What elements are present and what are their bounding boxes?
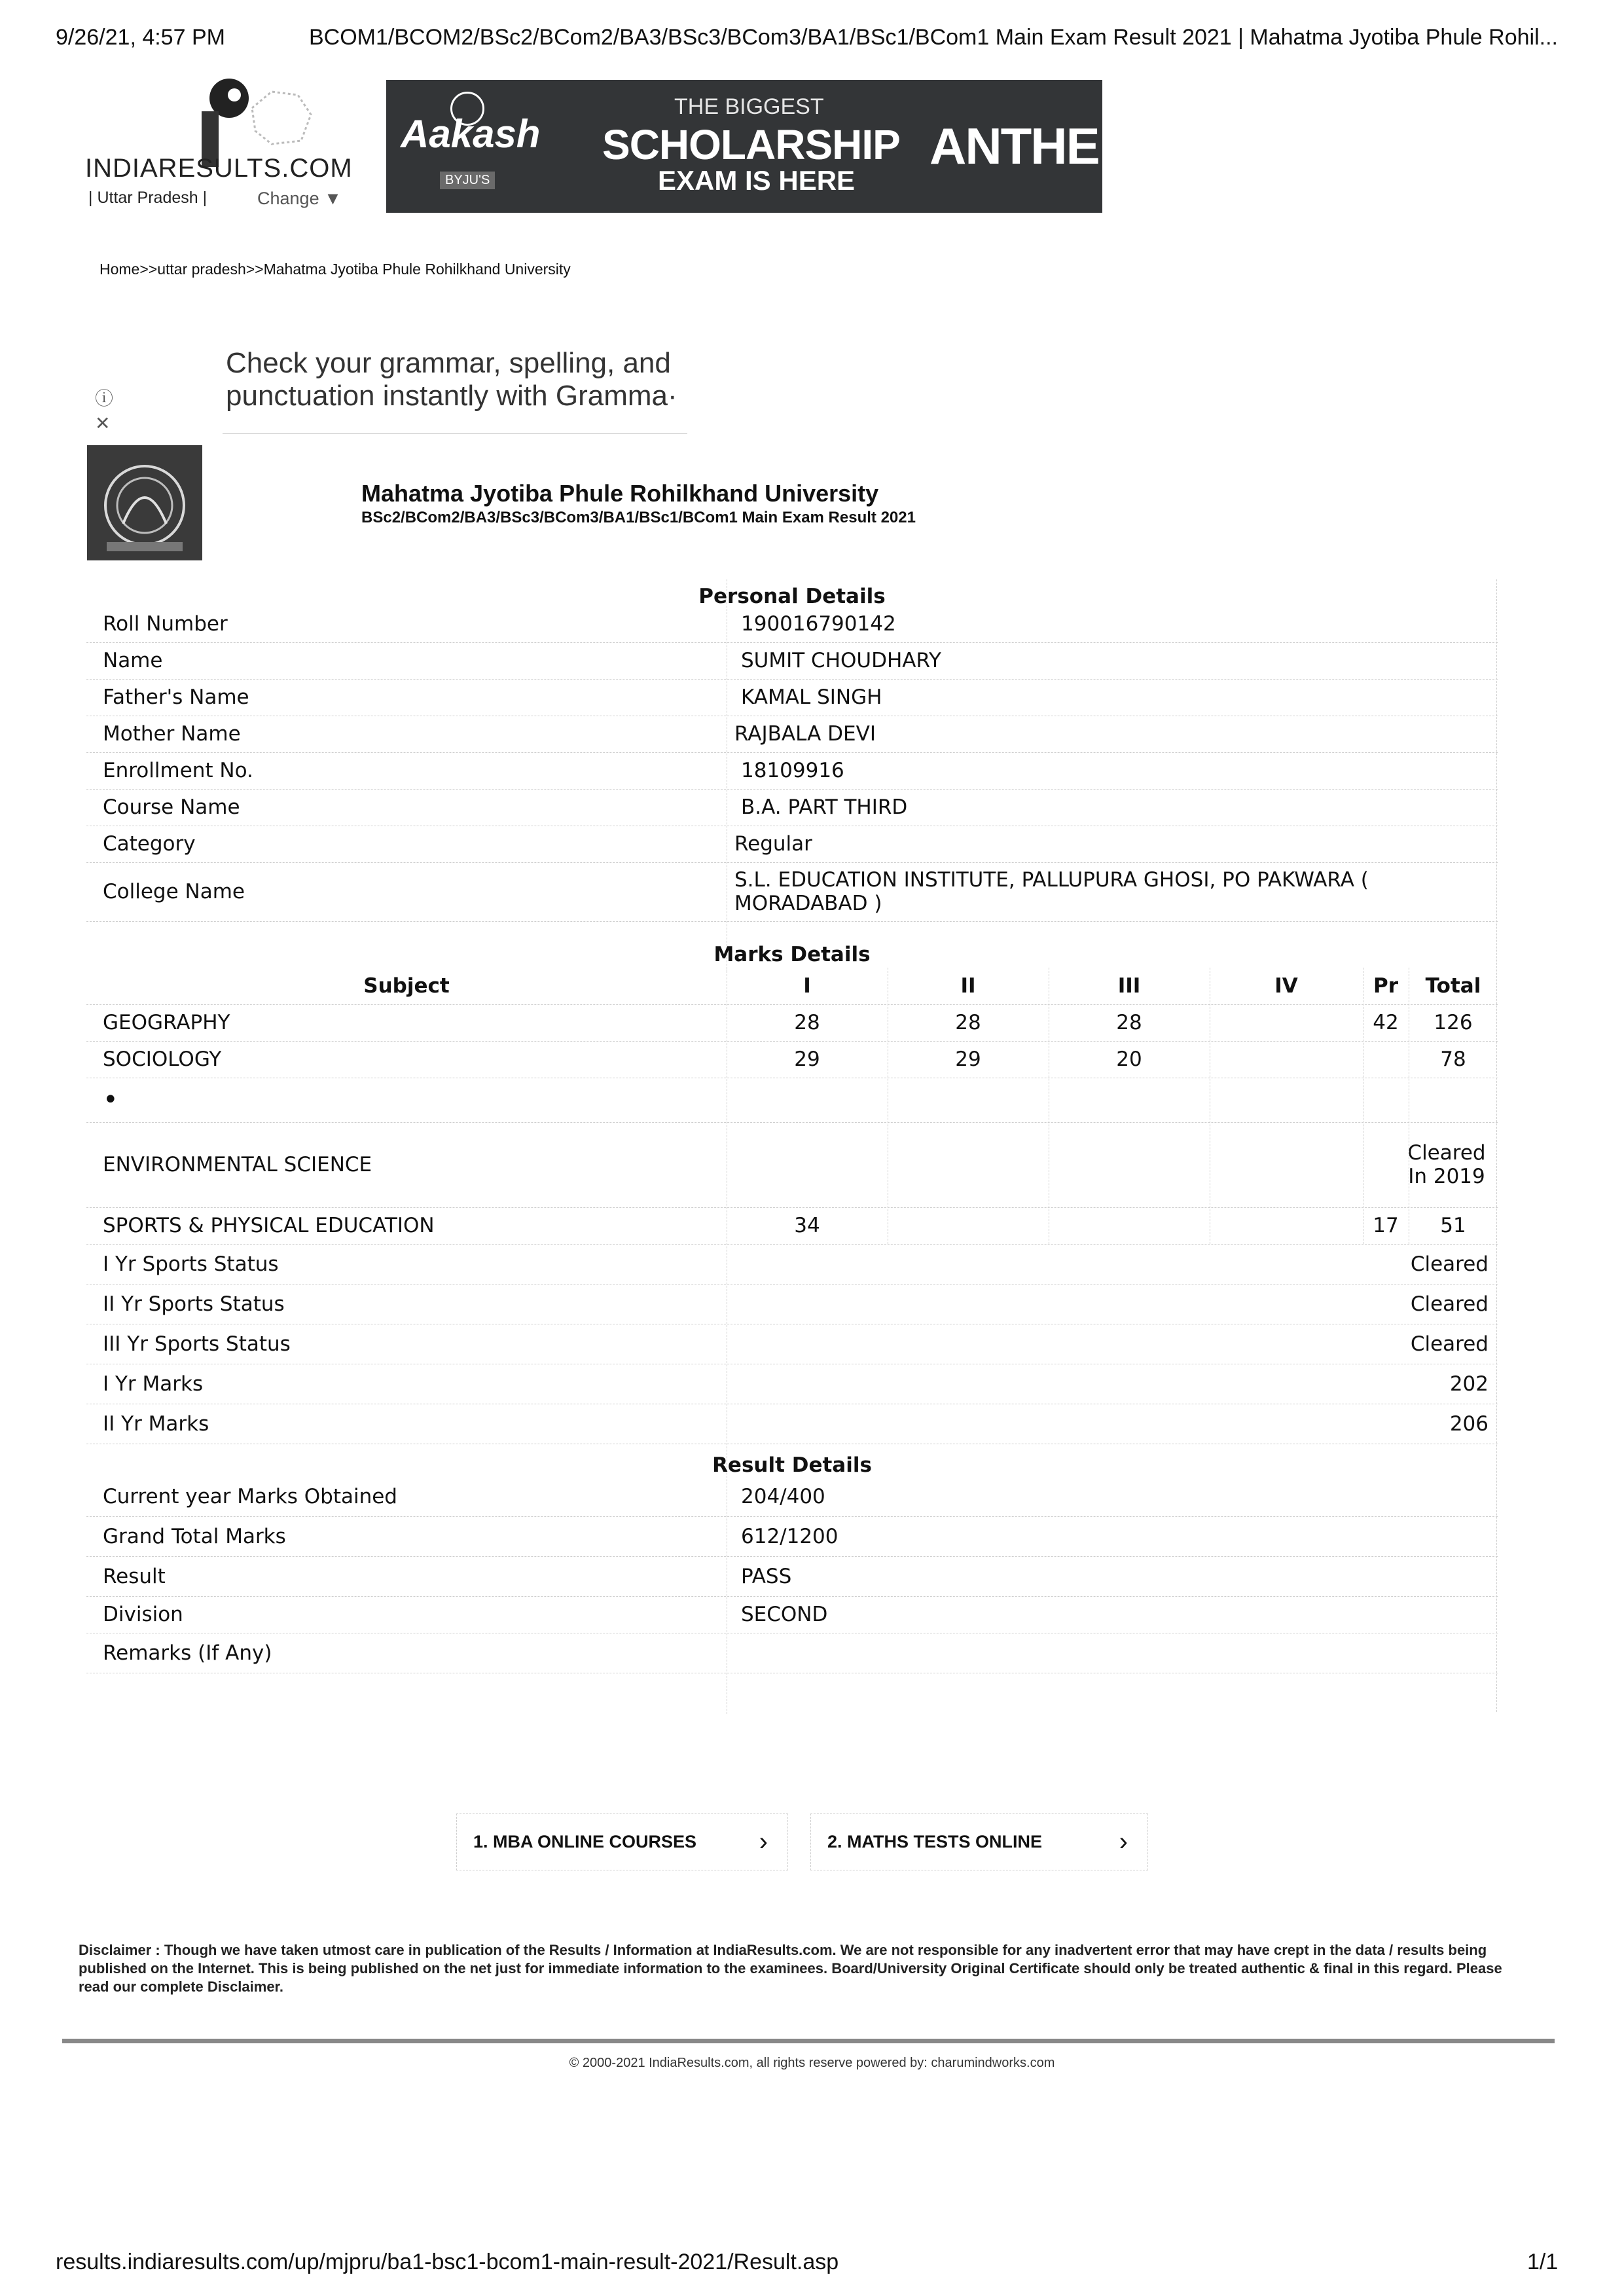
result-value: PASS bbox=[741, 1564, 792, 1588]
col-total: Total bbox=[1425, 974, 1481, 998]
chevron-right-icon: › bbox=[759, 1827, 768, 1856]
paper-1-marks bbox=[727, 1078, 888, 1122]
marks-row bbox=[86, 1078, 1498, 1123]
banner-line-4: ANTHE 2 bbox=[929, 117, 1139, 175]
column-divider bbox=[1409, 968, 1410, 1244]
status-label: II Yr Marks bbox=[103, 1412, 209, 1436]
subject-name: SOCIOLOGY bbox=[103, 1048, 222, 1071]
detail-value: 190016790142 bbox=[741, 612, 896, 636]
status-label: II Yr Sports Status bbox=[103, 1292, 285, 1316]
detail-row bbox=[86, 679, 1498, 716]
detail-value: RAJBALA DEVI bbox=[734, 722, 876, 746]
detail-row bbox=[86, 716, 1498, 753]
footer-divider bbox=[62, 2039, 1555, 2043]
chevron-right-icon: › bbox=[1119, 1827, 1128, 1856]
status-value: Cleared bbox=[1410, 1292, 1489, 1316]
print-datetime: 9/26/21, 4:57 PM bbox=[56, 25, 225, 50]
text-ad[interactable]: Check your grammar, spelling, and punctuation instantly with Gramma· bbox=[226, 347, 677, 412]
paper-1-marks: 28 bbox=[794, 1011, 820, 1034]
total-marks: Cleared In 2019 bbox=[1407, 1141, 1486, 1188]
detail-row bbox=[86, 826, 1498, 863]
total-marks bbox=[1409, 1078, 1498, 1122]
col-practical: Pr bbox=[1373, 974, 1398, 998]
detail-row bbox=[86, 789, 1498, 826]
result-label: Current year Marks Obtained bbox=[103, 1484, 397, 1508]
paper-3-marks bbox=[1049, 1207, 1210, 1244]
result-details-heading: Result Details bbox=[712, 1453, 872, 1477]
paper-3-marks: 28 bbox=[1116, 1011, 1142, 1034]
disclaimer-text: Disclaimer : Though we have taken utmost care in publication of the Results / Information at IndiaResults.com. We are not responsible for any inadvertent error that may have crept in the data / results being published on the Internet. This is being published on the net just for immediate information to the examinees. Board/University Original Certificate should only be treated authentic & final in this regard. Please read our complete Disclaimer. bbox=[79, 1942, 1502, 1995]
link-label: 1. MBA ONLINE COURSES bbox=[473, 1832, 697, 1851]
detail-value: 18109916 bbox=[741, 759, 844, 782]
banner-brand-sub: BYJU'S bbox=[440, 172, 495, 189]
banner-line-1: THE BIGGEST bbox=[674, 94, 824, 119]
col-paper-4: IV bbox=[1274, 974, 1298, 998]
result-label: Division bbox=[103, 1603, 183, 1626]
info-icon[interactable]: ⓘ bbox=[95, 388, 114, 409]
detail-label: Category bbox=[103, 832, 196, 856]
marks-row bbox=[86, 1122, 1498, 1208]
total-marks: 126 bbox=[1434, 1011, 1473, 1034]
banner-line-2: SCHOLARSHIP bbox=[602, 121, 900, 168]
marks-row bbox=[86, 1041, 1498, 1078]
marks-header-row bbox=[86, 968, 1498, 1005]
detail-row bbox=[86, 642, 1498, 680]
university-seal bbox=[87, 445, 202, 560]
status-value: Cleared bbox=[1410, 1252, 1489, 1276]
banner-brand: Aakash bbox=[401, 112, 541, 156]
paper-4-marks bbox=[1210, 1122, 1363, 1207]
ad-divider bbox=[223, 433, 687, 434]
detail-label: Course Name bbox=[103, 795, 240, 819]
ad-controls bbox=[95, 386, 113, 436]
result-row bbox=[86, 1516, 1498, 1557]
practical-marks bbox=[1363, 1122, 1409, 1207]
status-value: 206 bbox=[1449, 1412, 1489, 1436]
print-url: results.indiaresults.com/up/mjpru/ba1-bsc1-bcom1-main-result-2021/Result.asp bbox=[56, 2250, 839, 2274]
status-value: Cleared bbox=[1410, 1332, 1489, 1356]
result-label: Grand Total Marks bbox=[103, 1524, 286, 1548]
paper-4-marks bbox=[1210, 1078, 1363, 1122]
detail-value: KAMAL SINGH bbox=[741, 685, 882, 709]
detail-value: B.A. PART THIRD bbox=[741, 795, 908, 819]
result-value: 612/1200 bbox=[741, 1524, 839, 1548]
subject-name: SPORTS & PHYSICAL EDUCATION bbox=[103, 1214, 435, 1237]
result-row bbox=[86, 1596, 1498, 1633]
status-value: 202 bbox=[1449, 1372, 1489, 1396]
paper-1-marks bbox=[727, 1122, 888, 1207]
practical-marks: 17 bbox=[1373, 1214, 1399, 1237]
paper-3-marks: 20 bbox=[1116, 1048, 1142, 1071]
marks-details-heading: Marks Details bbox=[713, 943, 871, 966]
detail-value: SUMIT CHOUDHARY bbox=[741, 649, 941, 672]
status-row bbox=[86, 1404, 1498, 1444]
paper-1-marks: 34 bbox=[794, 1214, 820, 1237]
detail-label: Father's Name bbox=[103, 685, 249, 709]
practical-marks bbox=[1363, 1078, 1409, 1122]
col-paper-2: II bbox=[960, 974, 976, 998]
result-row bbox=[86, 1556, 1498, 1597]
col-paper-1: I bbox=[803, 974, 811, 998]
detail-row bbox=[86, 606, 1498, 643]
column-divider bbox=[1049, 968, 1050, 1244]
paper-2-marks: 29 bbox=[955, 1048, 981, 1071]
status-row bbox=[86, 1284, 1498, 1324]
result-row bbox=[86, 1476, 1498, 1517]
practical-marks bbox=[1363, 1041, 1409, 1078]
status-row bbox=[86, 1244, 1498, 1285]
column-divider bbox=[888, 968, 889, 1244]
state-label: | Uttar Pradesh | bbox=[88, 189, 208, 207]
maths-tests-online-link[interactable] bbox=[810, 1813, 1148, 1870]
mba-online-courses-link[interactable] bbox=[456, 1813, 788, 1870]
site-logo-text: INDIARESULTS.COM bbox=[85, 154, 353, 183]
personal-details-heading: Personal Details bbox=[698, 585, 886, 608]
detail-label: Roll Number bbox=[103, 612, 228, 636]
col-subject: Subject bbox=[363, 974, 450, 998]
detail-label: Mother Name bbox=[103, 722, 241, 746]
paper-3-marks bbox=[1049, 1122, 1210, 1207]
detail-row bbox=[86, 752, 1498, 790]
status-row bbox=[86, 1324, 1498, 1364]
column-divider bbox=[1210, 968, 1211, 1244]
detail-label: Name bbox=[103, 649, 163, 672]
result-value: SECOND bbox=[741, 1603, 828, 1626]
paper-2-marks bbox=[888, 1207, 1049, 1244]
paper-4-marks bbox=[1210, 1041, 1363, 1078]
result-label: Result bbox=[103, 1564, 166, 1588]
subject-name: • bbox=[103, 1085, 118, 1115]
detail-label: College Name bbox=[103, 880, 245, 903]
detail-label: Enrollment No. bbox=[103, 759, 253, 782]
status-label: I Yr Marks bbox=[103, 1372, 204, 1396]
print-page-title: BCOM1/BCOM2/BSc2/BCom2/BA3/BSc3/BCom3/BA1/BSc1/BCom1 Main Exam Result 2021 | Mahatma Jyotiba Phule Rohil... bbox=[309, 25, 1558, 50]
total-marks: 51 bbox=[1440, 1214, 1466, 1237]
detail-value: Regular bbox=[734, 832, 812, 856]
university-name: Mahatma Jyotiba Phule Rohilkhand University bbox=[361, 480, 879, 507]
paper-2-marks bbox=[888, 1122, 1049, 1207]
detail-value: S.L. EDUCATION INSTITUTE, PALLUPURA GHOSI, PO PAKWARA ( MORADABAD ) bbox=[734, 868, 1369, 915]
paper-1-marks: 29 bbox=[794, 1048, 820, 1071]
status-row bbox=[86, 1364, 1498, 1404]
close-icon[interactable]: ✕ bbox=[95, 413, 111, 433]
paper-4-marks bbox=[1210, 1004, 1363, 1041]
link-label: 2. MATHS TESTS ONLINE bbox=[827, 1832, 1043, 1851]
breadcrumb[interactable]: Home>>uttar pradesh>>Mahatma Jyotiba Phule Rohilkhand University bbox=[99, 261, 571, 278]
result-label: Remarks (If Any) bbox=[103, 1641, 272, 1665]
result-value: 204/400 bbox=[741, 1484, 825, 1508]
detail-row bbox=[86, 862, 1498, 922]
state-map-icon bbox=[245, 82, 317, 154]
banner-line-3: EXAM IS HERE bbox=[658, 165, 856, 196]
result-row bbox=[86, 1633, 1498, 1673]
practical-marks: 42 bbox=[1373, 1011, 1399, 1034]
subject-name: GEOGRAPHY bbox=[103, 1011, 230, 1034]
paper-3-marks bbox=[1049, 1078, 1210, 1122]
total-marks: 78 bbox=[1440, 1048, 1466, 1071]
university-seal-icon bbox=[87, 445, 202, 560]
marks-row bbox=[86, 1004, 1498, 1042]
marks-row bbox=[86, 1207, 1498, 1245]
column-divider bbox=[1363, 968, 1364, 1244]
print-page-number: 1/1 bbox=[1527, 2250, 1559, 2274]
paper-2-marks bbox=[888, 1078, 1049, 1122]
change-state-link[interactable]: Change ▼ bbox=[257, 189, 342, 208]
paper-4-marks bbox=[1210, 1207, 1363, 1244]
status-label: I Yr Sports Status bbox=[103, 1252, 279, 1276]
exam-name: BSc2/BCom2/BA3/BSc3/BCom3/BA1/BSc1/BCom1 Main Exam Result 2021 bbox=[361, 509, 916, 526]
col-paper-3: III bbox=[1117, 974, 1141, 998]
copyright-text: © 2000-2021 IndiaResults.com, all rights reserve powered by: charumindworks.com bbox=[569, 2056, 1055, 2070]
status-label: III Yr Sports Status bbox=[103, 1332, 291, 1356]
site-logo[interactable] bbox=[85, 72, 353, 216]
advert-banner[interactable] bbox=[386, 80, 1139, 213]
subject-name: ENVIRONMENTAL SCIENCE bbox=[103, 1153, 372, 1176]
paper-2-marks: 28 bbox=[955, 1011, 981, 1034]
